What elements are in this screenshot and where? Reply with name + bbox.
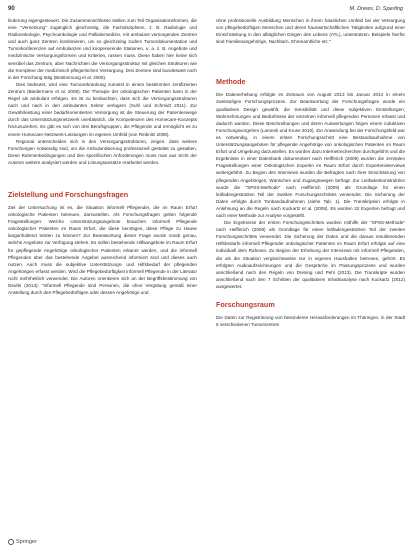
publisher-name: Springer	[16, 539, 37, 545]
right-paragraph-4: Die Daten zur Registrierung von besonderen Herausforderungen im Thüringen, in der Stadt 5 verschiedenen Tumorzentren	[216, 315, 405, 328]
right-paragraph-3: Die Ergebnisse der ersten Forschungsschrittes wurden mithilfe der "SPSS-Methode" nach Helfferich (2009) als Grundlage für einen leitfadengestützten Teil der zweiten Forschungsschrittes verwendet. Die Sicherung der Daten und die daraus resultierenden Hilfsbedarfe informell Pflegender onkologischer Patienten im Raum Erfurt erfolgte auf eine individuell dem Rahmen. Zu Beginn der Erhebung der Interviews mit informell Pflegenden, die als die Situation vergleichsweise nur in eigenen Haushalten betreuen, gehört. Es erfolgten Audioaufzeichnungen und die Gespräche im Passungsprozess und wurden anschließend nach den Regeln von Dresing und Pehl (2013). Die Transkripte wurden anschließend nach den 7 Schritten der qualitativen Inhaltsanalyse nach Kuckartz (2012) ausgewertet.	[216, 220, 405, 289]
right-column	[216, 17, 405, 328]
right-paragraph-2: Die Datenerhebung erfolgte im Zeitraum von August 2013 bis Januar 2014 in einem zweistufigen Forschungsprozess. Zur Beantwortung der Forschungsfragen wurde ein qualitatives Design gewählt, die Sensibilität und diese subjektiven Einstellungen, Wahrnehmungen und Bedürfnisse der einzelnen informell pflegenden Personen erfasst und dadurch wurden. Diese Beschreibungen und deren Auswertungen folgen einem induktiven Forschungsvorgehen (Lamnek und Kruse 2010). Zur Anwendung bei der Forschungsfeld war es notwendig, in einem ersten Forschungsschritt eine Bestandsaufnahme von Unterstützungsangeboten für pflegende Angehörige von onkologischen Patienten im Raum Erfurt und Umgebung darzustellen. Es wurden dazu Internetrecherchen durchgeführt und die Ergebnisse in einer Datenbank dokumentiert nach Helfferich (2009) wurden die zentralen Fragestellungen einer Onkologischen Expertin im Raum Erfurt durch Experteninterviews weitergeführt. Zu Beginn des Interviews wurden die Befragten nach ihrer Einschätzung von pflegenden Angehörigen, Wünschen und Zugangswegen befragt. Zur Leitfadenkonstruktion wurde die "SPSS-Methode" nach Helfferich (2009) als Grundlage für einen leitfadengestützten Teil der zweiten Forschungsschrittes verwendet. Die Sicherung der Daten erfolgte durch Tonbandaufnahmen (siehe Tab. 1). Die Transkription erfolgte in Anlehnung an die Regeln nach Kuckartz et al. (2008). Es wurden 32 Experten befragt und nach einer Methode zur Analyse vorgestellt.	[216, 92, 405, 218]
left-paragraph-1: linderung eigengesteuert. Die Zusammenschlüsse stellen zum Teil Organisationsformen, die eine "Vernetzung" zugänglich gleichzeitig, die Fachdisziplinen, z. B. Radiologie und Radioonkologie, Psychoonkologie und Palliativmedizin, mit ambulant versorgenden Zentren und auch ganz Zentren kombinieren, um so gleichzeitig zudem Tumordokumentation und Tumorkonferenzen auf Ambulanzen und kooperierende Stationen, u. a. z. B. Angebote und medizinische Versorgungsformen und Kriterien, rassen muss. Diese haben hier keine sich sensibel das Zentrum, aber Nachrichten die Versorgungsstruktur mit gleichen Strukturen wie die Komplexe der medizinisch-pflegerischen Versorgung. Drei Zentren sind bundesweit noch in der Forschung tätig (Bestimmung et al. 2008).	[8, 18, 197, 80]
springer-horse-icon	[8, 539, 14, 545]
left-paragraph-4: Ziel der Untersuchung ist es, die Situation informell Pflegender, die im Raum Erfurt onkologische Patienten betreuen, darzustellen. Als Forschungsfragen gelten folgende Fragestellungen: Welche Unterstützungsangebote brauchen informell Pflegende onkologischer Patienten im Raum Erfurt, die diese benötigen, diese Pflege zu Hause langanhaltend leisten zu können? Zur Beantwortung dieser Frage wurde vorab genau, welche Angebote zur Verfügung stehen. Es sollen bestehende Hilfsangebote im Raum Erfurt für gepflegende Angehörige onkologischer Patienten erkannt werden, und die informell Pflegenden über das bestehende Angebot ausreichend informiert sind und dieses auch nutzen. Auch muss die subjektive Unterstützungs- und Hilfsbedarf der pflegenden Angehörigen erfasst werden. Wird die Pflegebedürftigkeit informell Pflegende in der Literatur nicht mehrheitlich verwendet. Die Autoren orientieren sich an der Begriffsbestimmung von Deufel (2013): "Informell Pflegende sind Personen, die ohne Vergütung gemäß einer Anstellung durch den Pflegebedürftigen oder dessen Angehörige und	[8, 204, 197, 296]
section-heading-forschungsraum: Forschungsraum	[216, 300, 275, 309]
left-paragraph-2: Dies bedeutet, wird eine Tumorerkrankung zumeist in einem bestimmten zertifizierten Zentrum (Biedermann et al. 2008). Die Therapie der onkologischen Patienten kann in der Regel als ambulant erfolgen. Es ist zu beobachten, dass sich die Versorgungsstrukturen nach und nach in den ambulanten Sektor verlagern (Suhl und Schmidt 2011). Zur Gewährleistung einer bedarfsorientierten Versorgung ist die Steuerung der Patientenwege durch das Unterstützungsnetzwerk unerlässlich, die Kompetenzen des Homecare-Konzepts hinzuzuziehen. Es gibt es sich von drei Berufsgruppen, die Pflegende und ermöglicht es zu einem Homecare-Netzwerk-Leistungen im eigenen Umfeld (von Reibnitz 2008).	[8, 81, 197, 137]
section-heading-ziel: Zielstellung und Forschungsfragen	[8, 189, 129, 199]
running-head: M. Drews, D. Sperling	[349, 6, 403, 12]
left-paragraph-3: Regional unterscheiden sich in den Versorgungsstrukturen, zeigen, dass weitere Forschungen notwendig sind, um die Ambulantisierung professionell gestaltet zu gestalten. Diese Rahmenbedingungen und den spezifischen Anforderungen muss man aus Sicht der Autoren weitere analysiert werden und Lösungsansätze erarbeitet werden.	[8, 138, 197, 165]
right-paragraph-1: ohne professionelle Ausbildung Menschen in ihrem häuslichen Umfeld bei der Versorgung von pflegebedürftigen Menschen und deren hauswirtschaftlichen Tätigkeiten aufgrund einer Einschränkung in den alltäglichen Dingen des Lebens (ATL), unterstützen. Beispiele hierfür sind Familienangehörige, Nachbarn, Ehrenamtliche etc."	[216, 18, 405, 45]
left-column	[8, 17, 197, 296]
page-number: 90	[8, 6, 15, 12]
publisher-logo	[8, 539, 37, 545]
section-heading-methode: Methode	[216, 77, 246, 87]
